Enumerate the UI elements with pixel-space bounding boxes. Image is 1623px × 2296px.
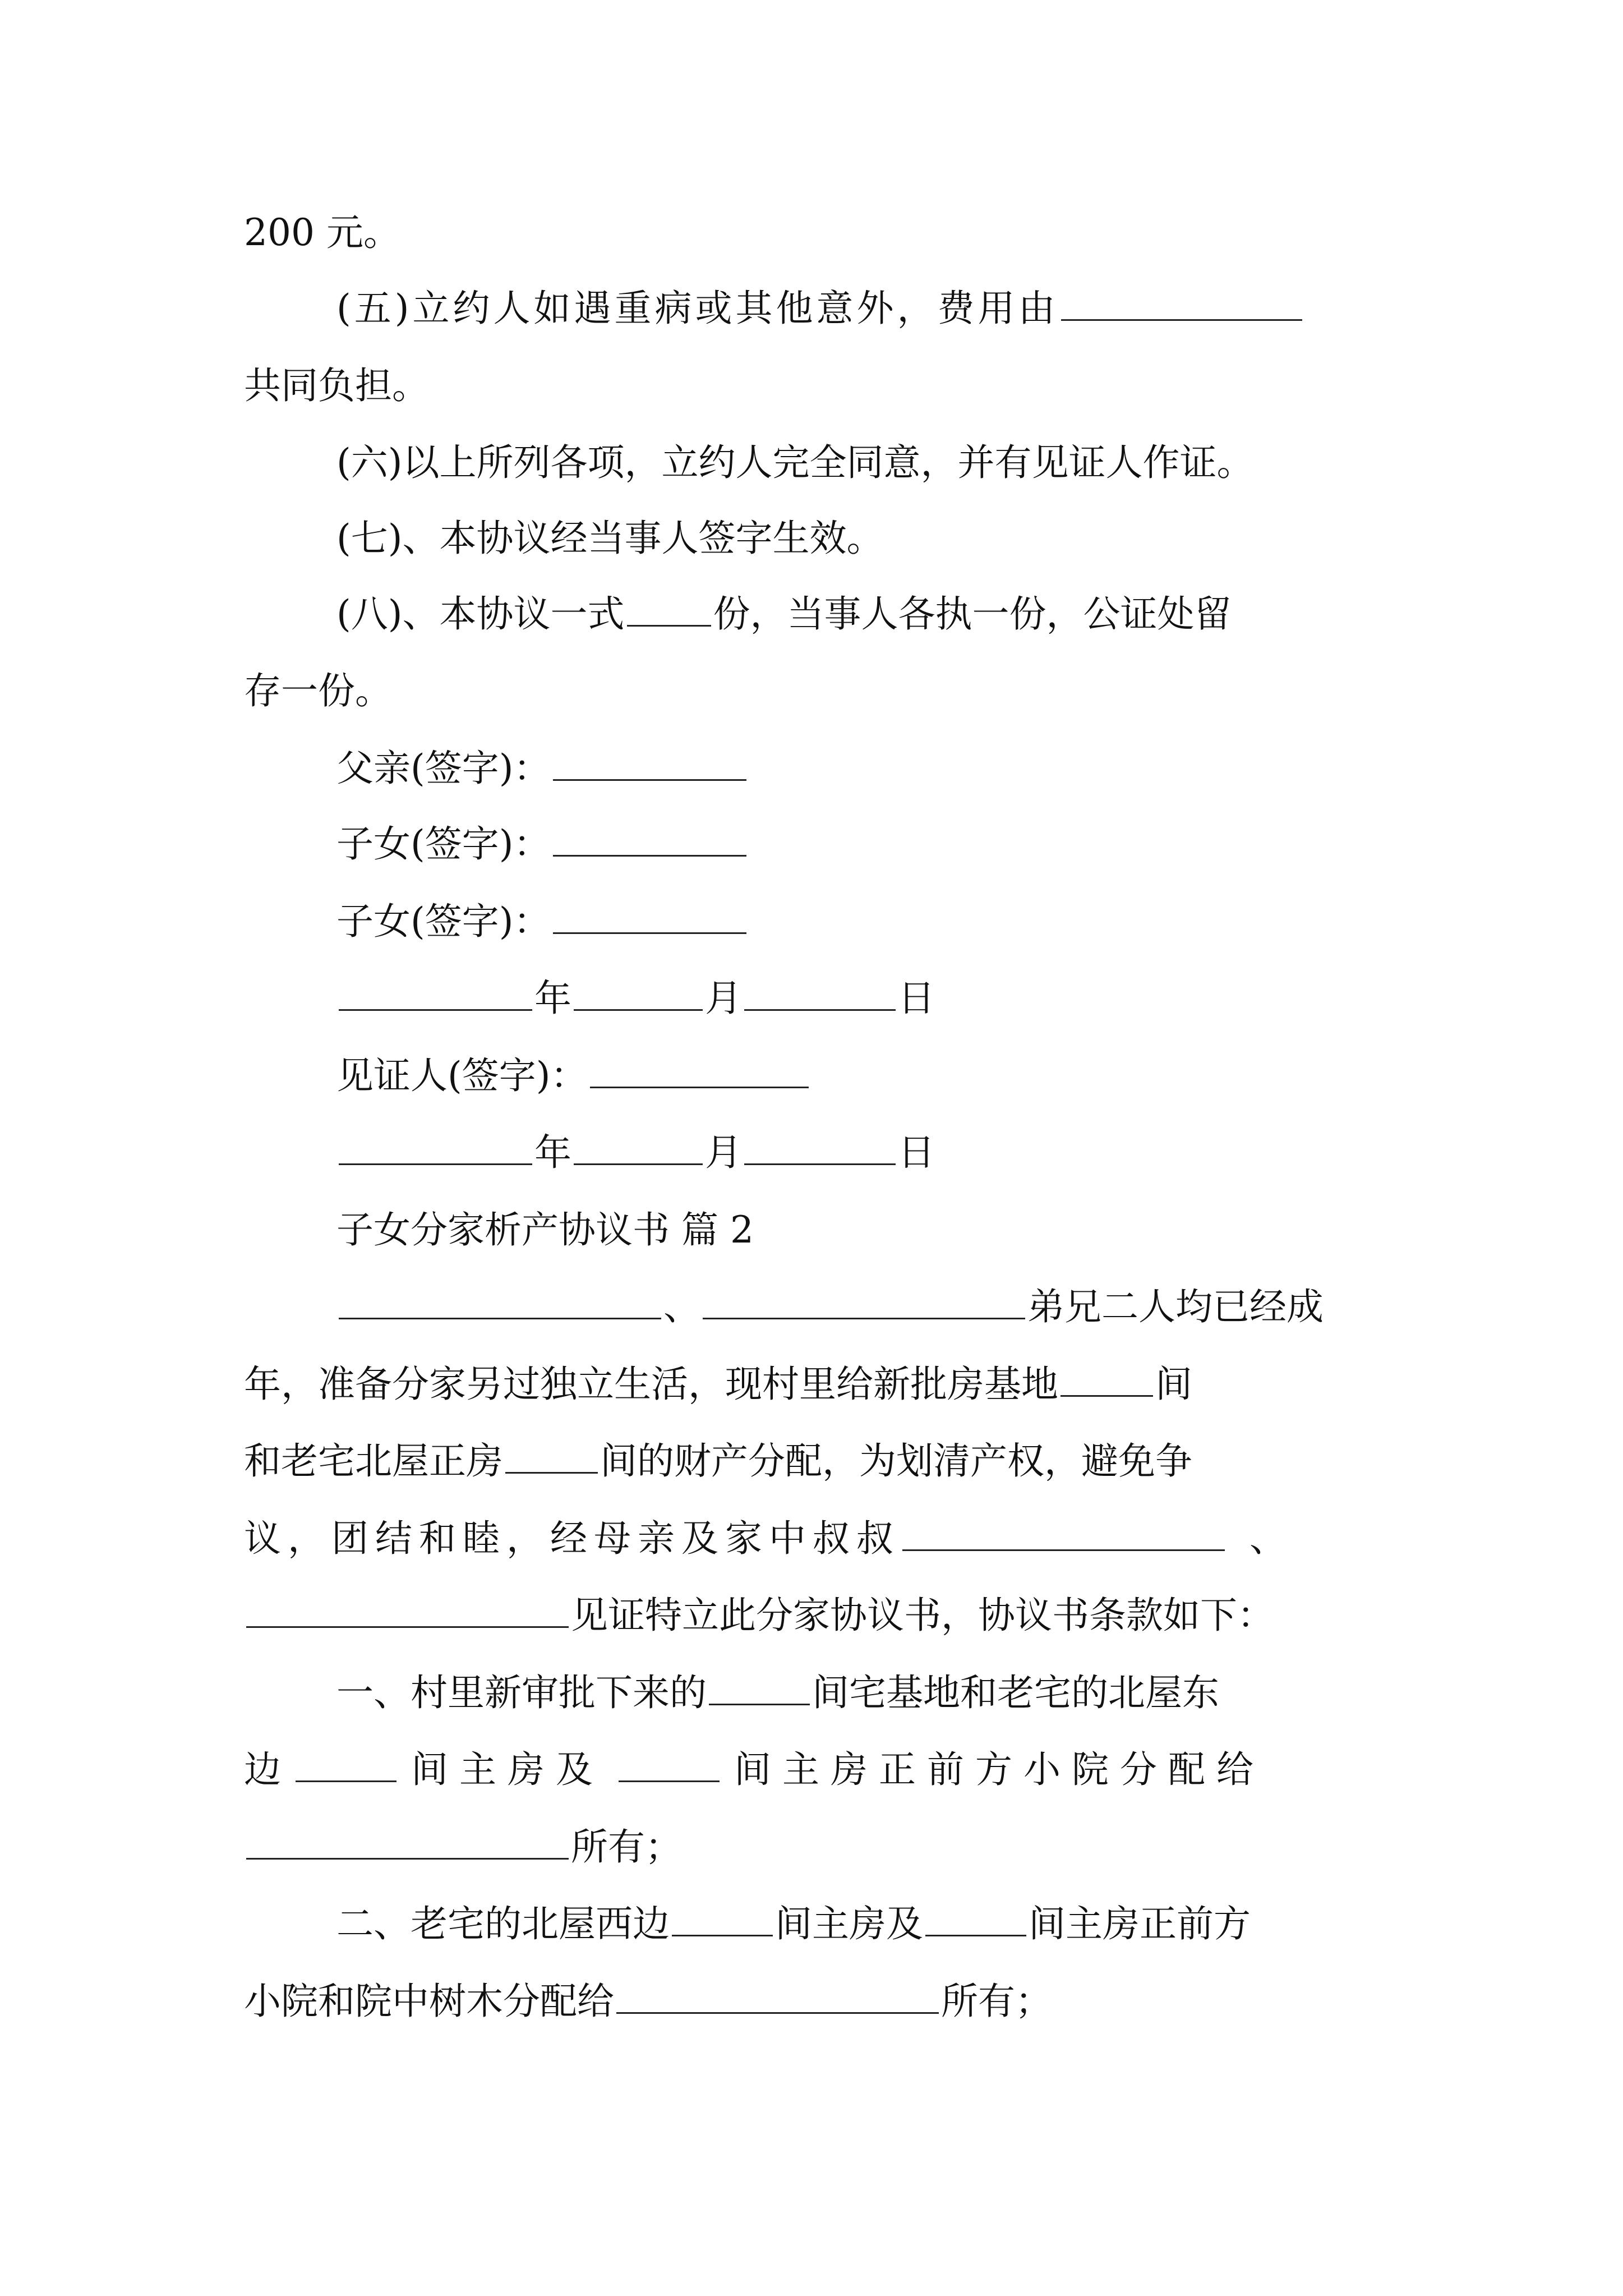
text-line-15 [336,1285,1324,1329]
text-segment: (八)、本协议一式 [336,592,625,636]
month-blank [574,1132,703,1165]
text-segment: (六)以上所列各项，立约人完全同意，并有见证人作证。 [336,441,1254,484]
text-segment: 间主房及 [411,1748,604,1791]
signature-blank [590,1055,809,1088]
day-label: 日 [898,977,935,1020]
day-blank [744,1132,896,1165]
signature-blank [553,823,746,857]
text-segment: 共同负担。 [244,364,429,407]
text-segment: 份，当事人各执一份，公证处留 [713,592,1232,636]
clause-1-line-2 [244,1747,1265,1792]
month-label: 月 [705,977,742,1020]
fill-blank [925,1903,1026,1936]
month-blank [574,978,703,1011]
fill-blank [619,1749,720,1782]
fill-blank [672,1903,773,1936]
signature-child-1 [336,822,749,867]
text-segment: 一、村里新审批下来的 [336,1671,707,1714]
fill-blank [709,1672,810,1705]
text-segment: 200 元。 [244,211,400,254]
fill-blank [246,1826,569,1860]
text-line-2 [336,286,1304,331]
year-label: 年 [534,1131,571,1174]
text-segment: 和老宅北屋正房 [244,1439,503,1483]
text-segment: 存一份。 [244,669,392,712]
text-line-17 [244,1439,1192,1484]
signature-label: 子女(签字)： [336,900,551,943]
text-segment: 所有； [571,1825,682,1869]
fill-blank [902,1518,1225,1551]
text-line-18 [244,1516,1287,1561]
day-blank [744,978,896,1011]
text-segment: 议，团结和睦，经母亲及家中叔叔 [244,1517,900,1560]
signature-witness [336,1053,811,1098]
text-line-7 [244,669,392,714]
text-segment: 间主房正前方小院分配给 [734,1748,1265,1791]
text-segment: 小院和院中树木分配给 [244,1980,614,2023]
text-segment: 、 [663,1285,700,1328]
clause-2-line-1 [336,1902,1251,1947]
text-segment: 年，准备分家另过独立生活，现村里给新批房基地 [244,1363,1058,1406]
signature-label: 子女(签字)： [336,822,551,866]
year-label: 年 [534,977,571,1020]
text-line-16 [244,1362,1192,1407]
day-label: 日 [898,1131,935,1174]
text-segment: 间主房正前方 [1029,1902,1251,1945]
signature-blank [553,901,746,934]
year-blank [339,978,532,1011]
text-segment: 见证特立此分家协议书，协议书条款如下： [571,1594,1274,1637]
section-heading [336,1208,754,1253]
text-line-4 [336,440,1254,485]
signature-child-2 [336,899,749,944]
text-segment: 二、老宅的北屋西边 [336,1902,670,1945]
date-line-2 [336,1130,935,1175]
signature-father [336,746,749,791]
clause-2-line-2 [244,1979,1052,2024]
text-segment: 间 [1155,1363,1192,1406]
text-line-5 [336,516,884,561]
fill-blank [627,593,711,627]
text-line-19 [244,1593,1274,1638]
fill-blank [505,1441,598,1474]
clause-1-line-1 [336,1671,1219,1715]
clause-1-line-3 [244,1825,682,1870]
section-title: 子女分家析产协议书 篇 2 [336,1208,754,1251]
fill-blank [1061,288,1302,321]
fill-blank [296,1749,396,1782]
text-segment: (五)立约人如遇重病或其他意外，费用由 [336,287,1059,330]
text-segment: 间的财产分配，为划清产权，避免争 [600,1439,1192,1483]
fill-blank [703,1286,1025,1319]
text-segment: 边 [244,1748,281,1791]
fill-blank [339,1286,661,1319]
text-segment: (七)、本协议经当事人签字生效。 [336,517,884,560]
fill-blank [616,1981,939,2014]
text-segment: 弟兄二人均已经成 [1027,1285,1324,1328]
text-segment: 间主房及 [775,1902,923,1945]
text-line-6 [336,592,1232,637]
fill-blank [246,1595,569,1628]
signature-label: 见证人(签字)： [336,1054,588,1097]
month-label: 月 [705,1131,742,1174]
text-segment: 间宅基地和老宅的北屋东 [812,1671,1219,1714]
fill-blank [1061,1364,1153,1397]
signature-label: 父亲(签字)： [336,747,551,790]
year-blank [339,1132,532,1165]
text-segment: 所有； [941,1980,1052,2023]
date-line-1 [336,976,935,1021]
text-line-1 [244,210,400,255]
text-segment: 、 [1249,1517,1287,1560]
text-line-3 [244,364,429,408]
signature-blank [553,748,746,781]
